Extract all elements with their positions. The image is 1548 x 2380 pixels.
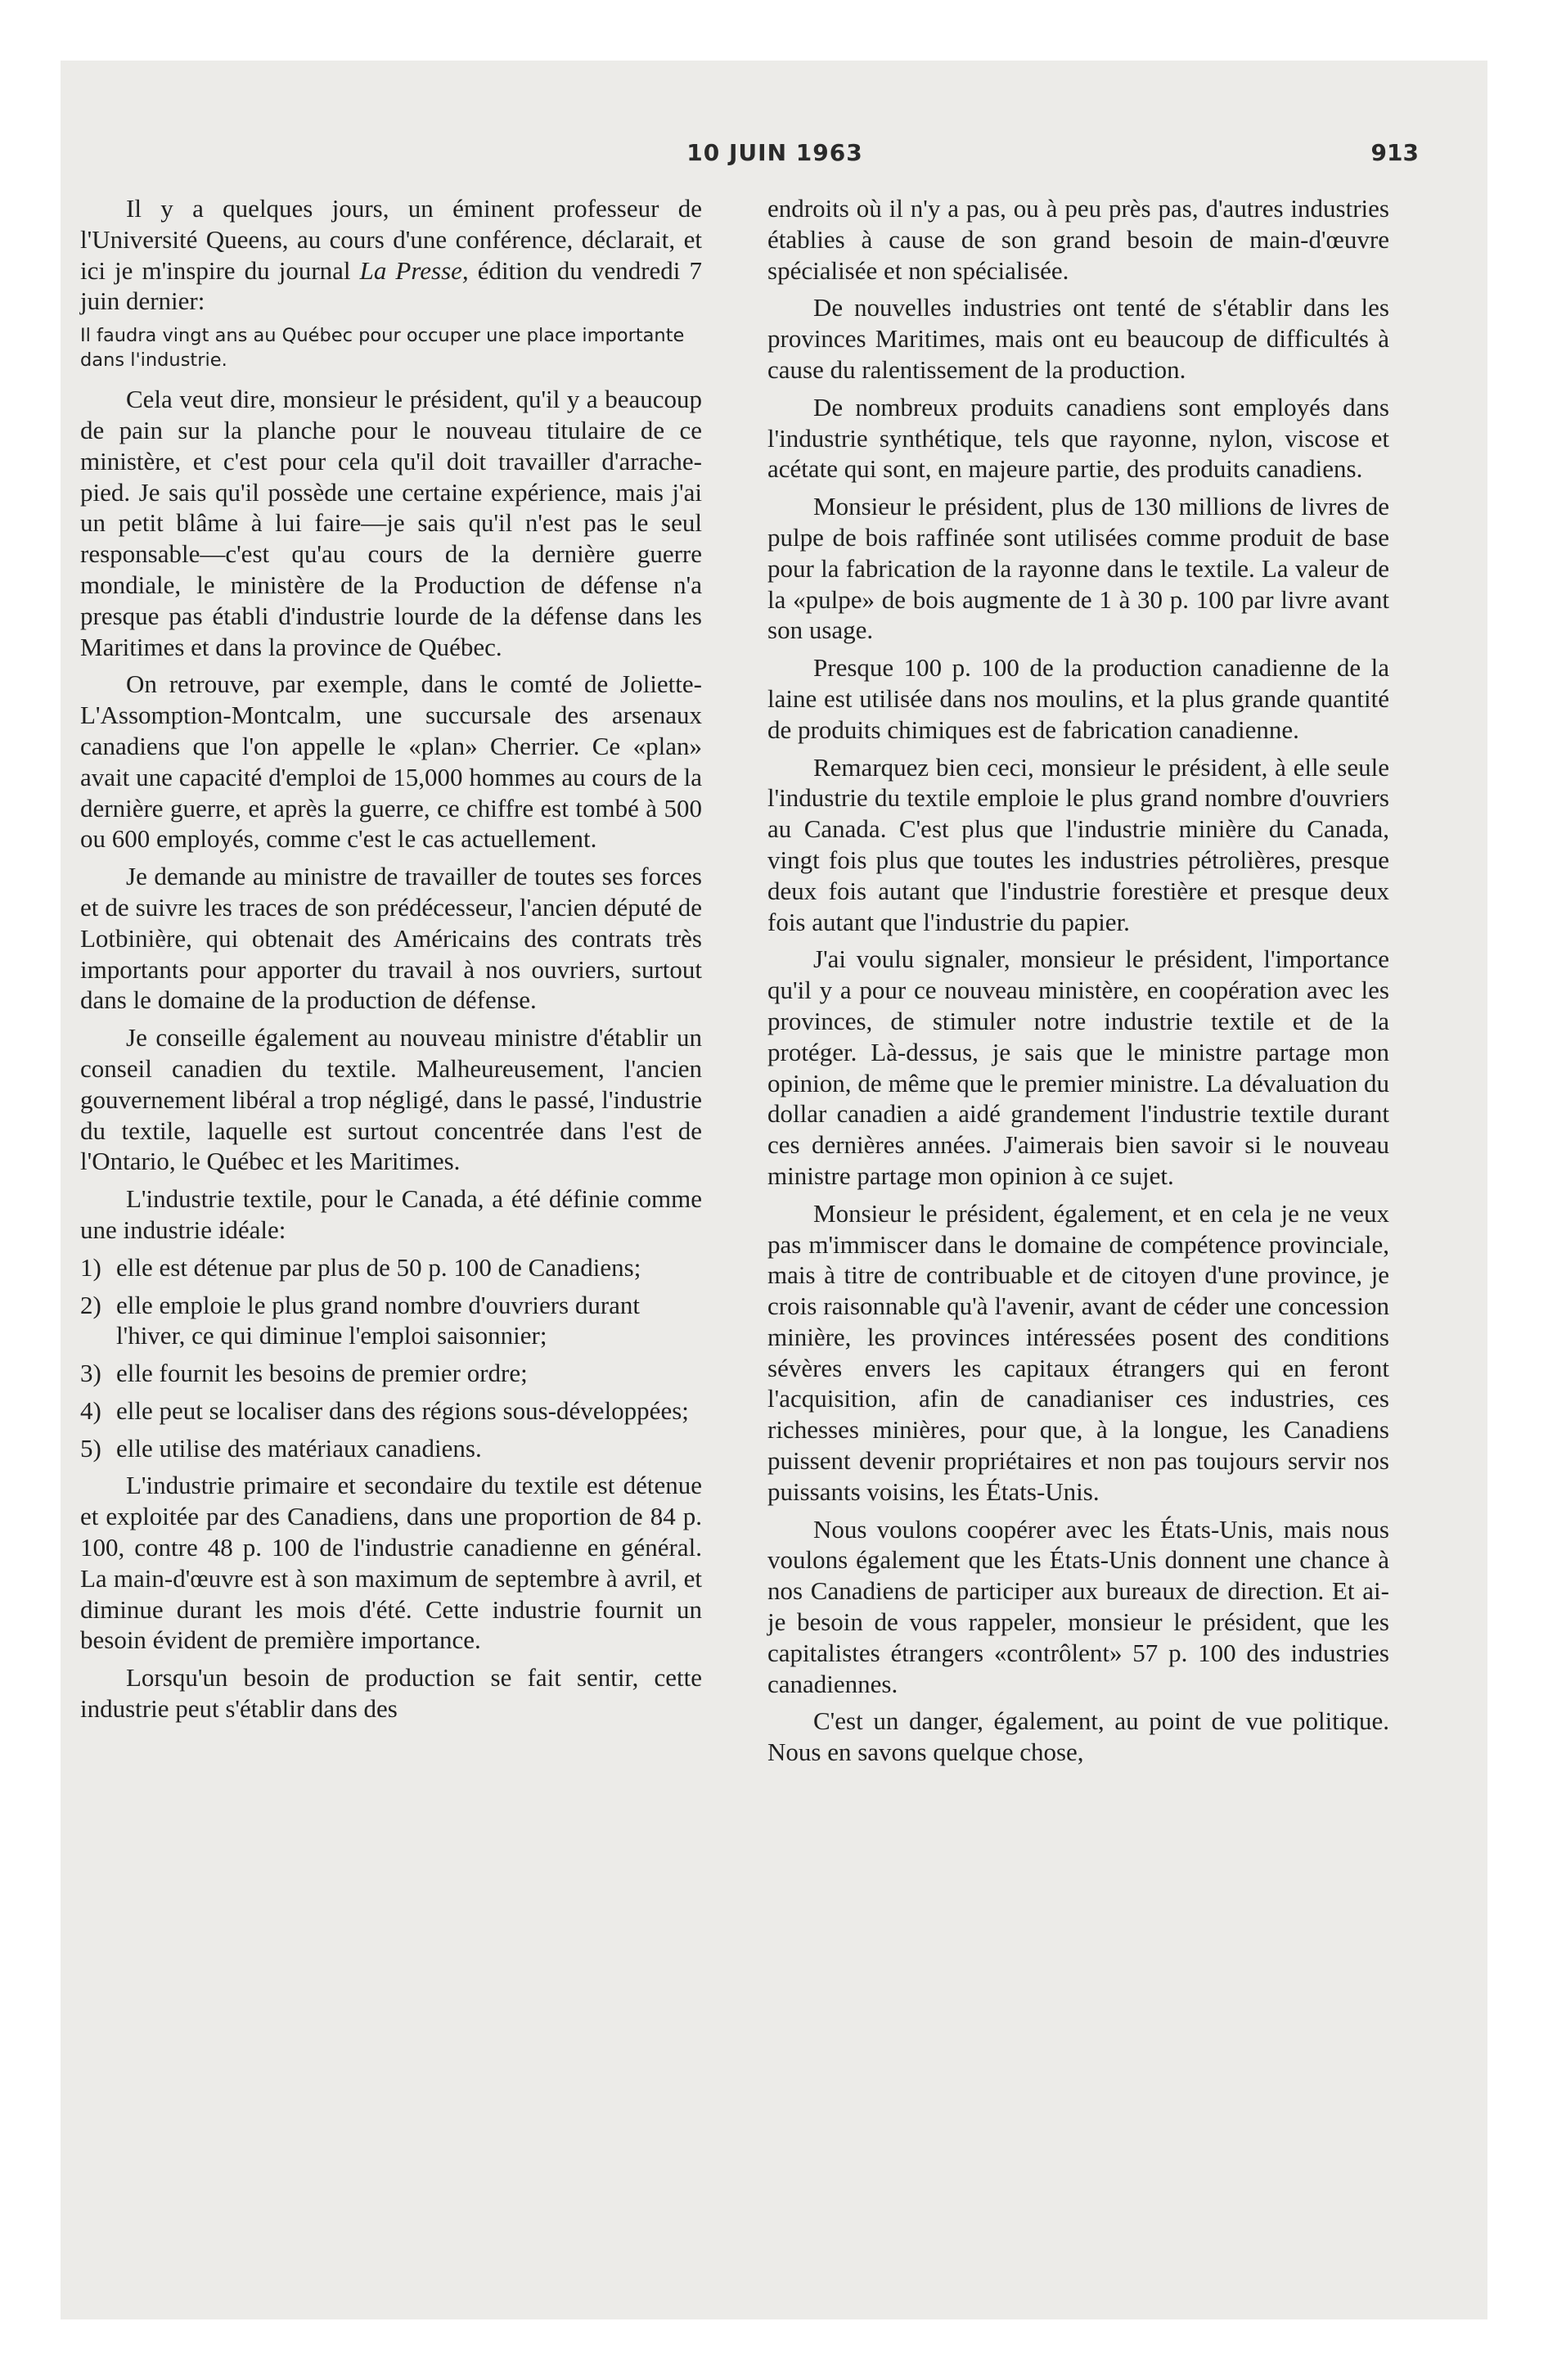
list-number: 1) (80, 1252, 101, 1282)
paragraph: J'ai voulu signaler, monsieur le président, l'importance qu'il y a pour ce nouveau ministère, en coopération avec les provinces, de stimuler notre industrie textile et de la protéger. Là-dessus, je sais que le ministre partage mon opinion, de même que le premier ministre. La dévaluation du dollar canadien a aidé grandement l'industrie textile durant ces dernières années. J'aimerais bien savoir si le nouveau ministre partage mon opinion à ce sujet. (767, 944, 1389, 1190)
list-text: elle utilise des matériaux canadiens. (116, 1433, 482, 1463)
list-item (80, 1433, 702, 1464)
paragraph: Monsieur le président, également, et en cela je ne veux pas m'immiscer dans le domaine de compétence provinciale, mais à titre de contribuable et de citoyen d'une province, je crois raisonnable qu'à l'avenir, avant de céder une concession minière, les provinces intéressées posent des conditions sévères envers les capitaux étrangers qui en feront l'acquisition, afin de canadianiser ces industries, ces richesses minières, pour que, à la longue, les Canadiens puissent devenir propriétaires et non pas toujours servir nos puissants voisins, les États-Unis. (767, 1198, 1389, 1506)
paragraph: L'industrie primaire et secondaire du textile est détenue et exploitée par des Canadiens, dans une proportion de 84 p. 100, contre 48 p. 100 de l'industrie canadienne en général. La main-d'œuvre est à son maximum de septembre à avril, et diminue durant les mois d'été. Cette industrie fournit un besoin évident de première importance. (80, 1471, 702, 1655)
paragraph: Cela veut dire, monsieur le président, qu'il y a beaucoup de pain sur la planche pour le nouveau titulaire de ce ministère, et c'est pour cela qu'il doit travailler d'arrache-pied. Je sais qu'il possède une certaine expérience, mais j'ai un petit blâme à lui faire—je sais qu'il n'est pas le seul responsable—c'est qu'au cours de la dernière guerre mondiale, le ministère de la Production de défense n'a presque pas établi d'industrie lourde de la défense dans les Maritimes et dans la province de Québec. (80, 385, 702, 661)
list-number: 5) (80, 1433, 101, 1463)
left-column (80, 193, 702, 1731)
list-text: elle fournit les besoins de premier ordre; (116, 1359, 528, 1388)
page-number: 913 (1370, 139, 1419, 166)
paragraph: Monsieur le président, plus de 130 millions de livres de pulpe de bois raffinée sont utilisées comme produit de base pour la fabrication de la rayonne dans le textile. La valeur de la «pulpe» de bois augmente de 1 à 30 p. 100 par livre avant son usage. (767, 492, 1389, 645)
paragraph: On retrouve, par exemple, dans le comté de Joliette-L'Assomption-Montcalm, une succursale des arsenaux canadiens que l'on appelle le «plan» Cherrier. Ce «plan» avait une capacité d'emploi de 15,000 hommes au cours de la dernière guerre, et après la guerre, ce chiffre est tombé à 500 ou 600 employés, comme c'est le cas actuellement. (80, 669, 702, 854)
paragraph-text: Il y a quelques jours, un éminent professeur de l'Université Queens, au cours d'une conférence, déclarait, et ici je m'inspire du journal (80, 194, 702, 285)
paragraph-text: édition du vendredi 7 juin dernier: (80, 255, 702, 316)
paragraph: Je conseille également au nouveau ministre d'établir un conseil canadien du textile. Malheureusement, l'ancien gouvernement libéral a trop négligé, dans le passé, l'industrie du textile, laquelle est surtout concentrée dans l'est de l'Ontario, le Québec et les Maritimes. (80, 1023, 702, 1176)
paragraph: De nombreux produits canadiens sont employés dans l'industrie synthétique, tels que rayonne, nylon, viscose et acétate qui sont, en majeure partie, des produits canadiens. (767, 392, 1389, 484)
list-item (80, 1395, 702, 1427)
list-item (80, 1252, 702, 1283)
paragraph: De nouvelles industries ont tenté de s'établir dans les provinces Maritimes, mais ont eu beaucoup de difficultés à cause du ralentissement de la production. (767, 293, 1389, 384)
paragraph: Remarquez bien ceci, monsieur le président, à elle seule l'industrie du textile emploie le plus grand nombre d'ouvriers au Canada. C'est plus que l'industrie minière du Canada, vingt fois plus que toutes les industries pétrolières, presque deux fois autant que l'industrie forestière et presque deux fois autant que l'industrie du papier. (767, 752, 1389, 936)
paragraph: L'industrie textile, pour le Canada, a été définie comme une industrie idéale: (80, 1184, 702, 1244)
list-text: elle est détenue par plus de 50 p. 100 de Canadiens; (116, 1252, 641, 1282)
newspaper-title: La Presse, (359, 255, 469, 285)
page-header (131, 139, 1419, 175)
paragraph: Je demande au ministre de travailler de toutes ses forces et de suivre les traces de son prédécesseur, l'ancien député de Lotbinière, qui obtenait des Américains des contrats très importants pour apporter du travail à nos ouvriers, surtout dans le domaine de la production de défense. (80, 862, 702, 1015)
paragraph: Lorsqu'un besoin de production se fait sentir, cette industrie peut s'établir dans des (80, 1663, 702, 1724)
page-date: 10 JUIN 1963 (686, 139, 863, 166)
paragraph: Presque 100 p. 100 de la production canadienne de la laine est utilisée dans nos moulins, et la plus grande quantité de produits chimiques est de fabrication canadienne. (767, 653, 1389, 744)
list-number: 3) (80, 1359, 101, 1388)
paragraph (80, 193, 702, 317)
list-text: elle peut se localiser dans des régions sous-développées; (116, 1395, 689, 1425)
list-number: 4) (80, 1395, 101, 1425)
list-item (80, 1358, 702, 1389)
paragraph: Nous voulons coopérer avec les États-Unis, mais nous voulons également que les États-Unis donnent une chance à nos Canadiens de participer aux bureaux de direction. Et ai-je besoin de vous rappeler, monsieur le président, que les capitalistes étrangers «contrôlent» 57 p. 100 des industries canadiennes. (767, 1514, 1389, 1698)
paragraph: endroits où il n'y a pas, ou à peu près pas, d'autres industries établies à cause de son grand besoin de main-d'œuvre spécialisée et non spécialisée. (767, 194, 1389, 285)
paragraph: C'est un danger, également, au point de vue politique. Nous en savons quelque chose, (767, 1706, 1389, 1767)
quotation: Il faudra vingt ans au Québec pour occuper une place importante dans l'industrie. (80, 325, 685, 372)
list-number: 2) (80, 1290, 101, 1319)
right-column (767, 193, 1389, 1774)
list-text: elle emploie le plus grand nombre d'ouvriers durant l'hiver, ce qui diminue l'emploi saisonnier; (116, 1290, 641, 1350)
criteria-list (80, 1252, 702, 1464)
list-item (80, 1290, 702, 1352)
